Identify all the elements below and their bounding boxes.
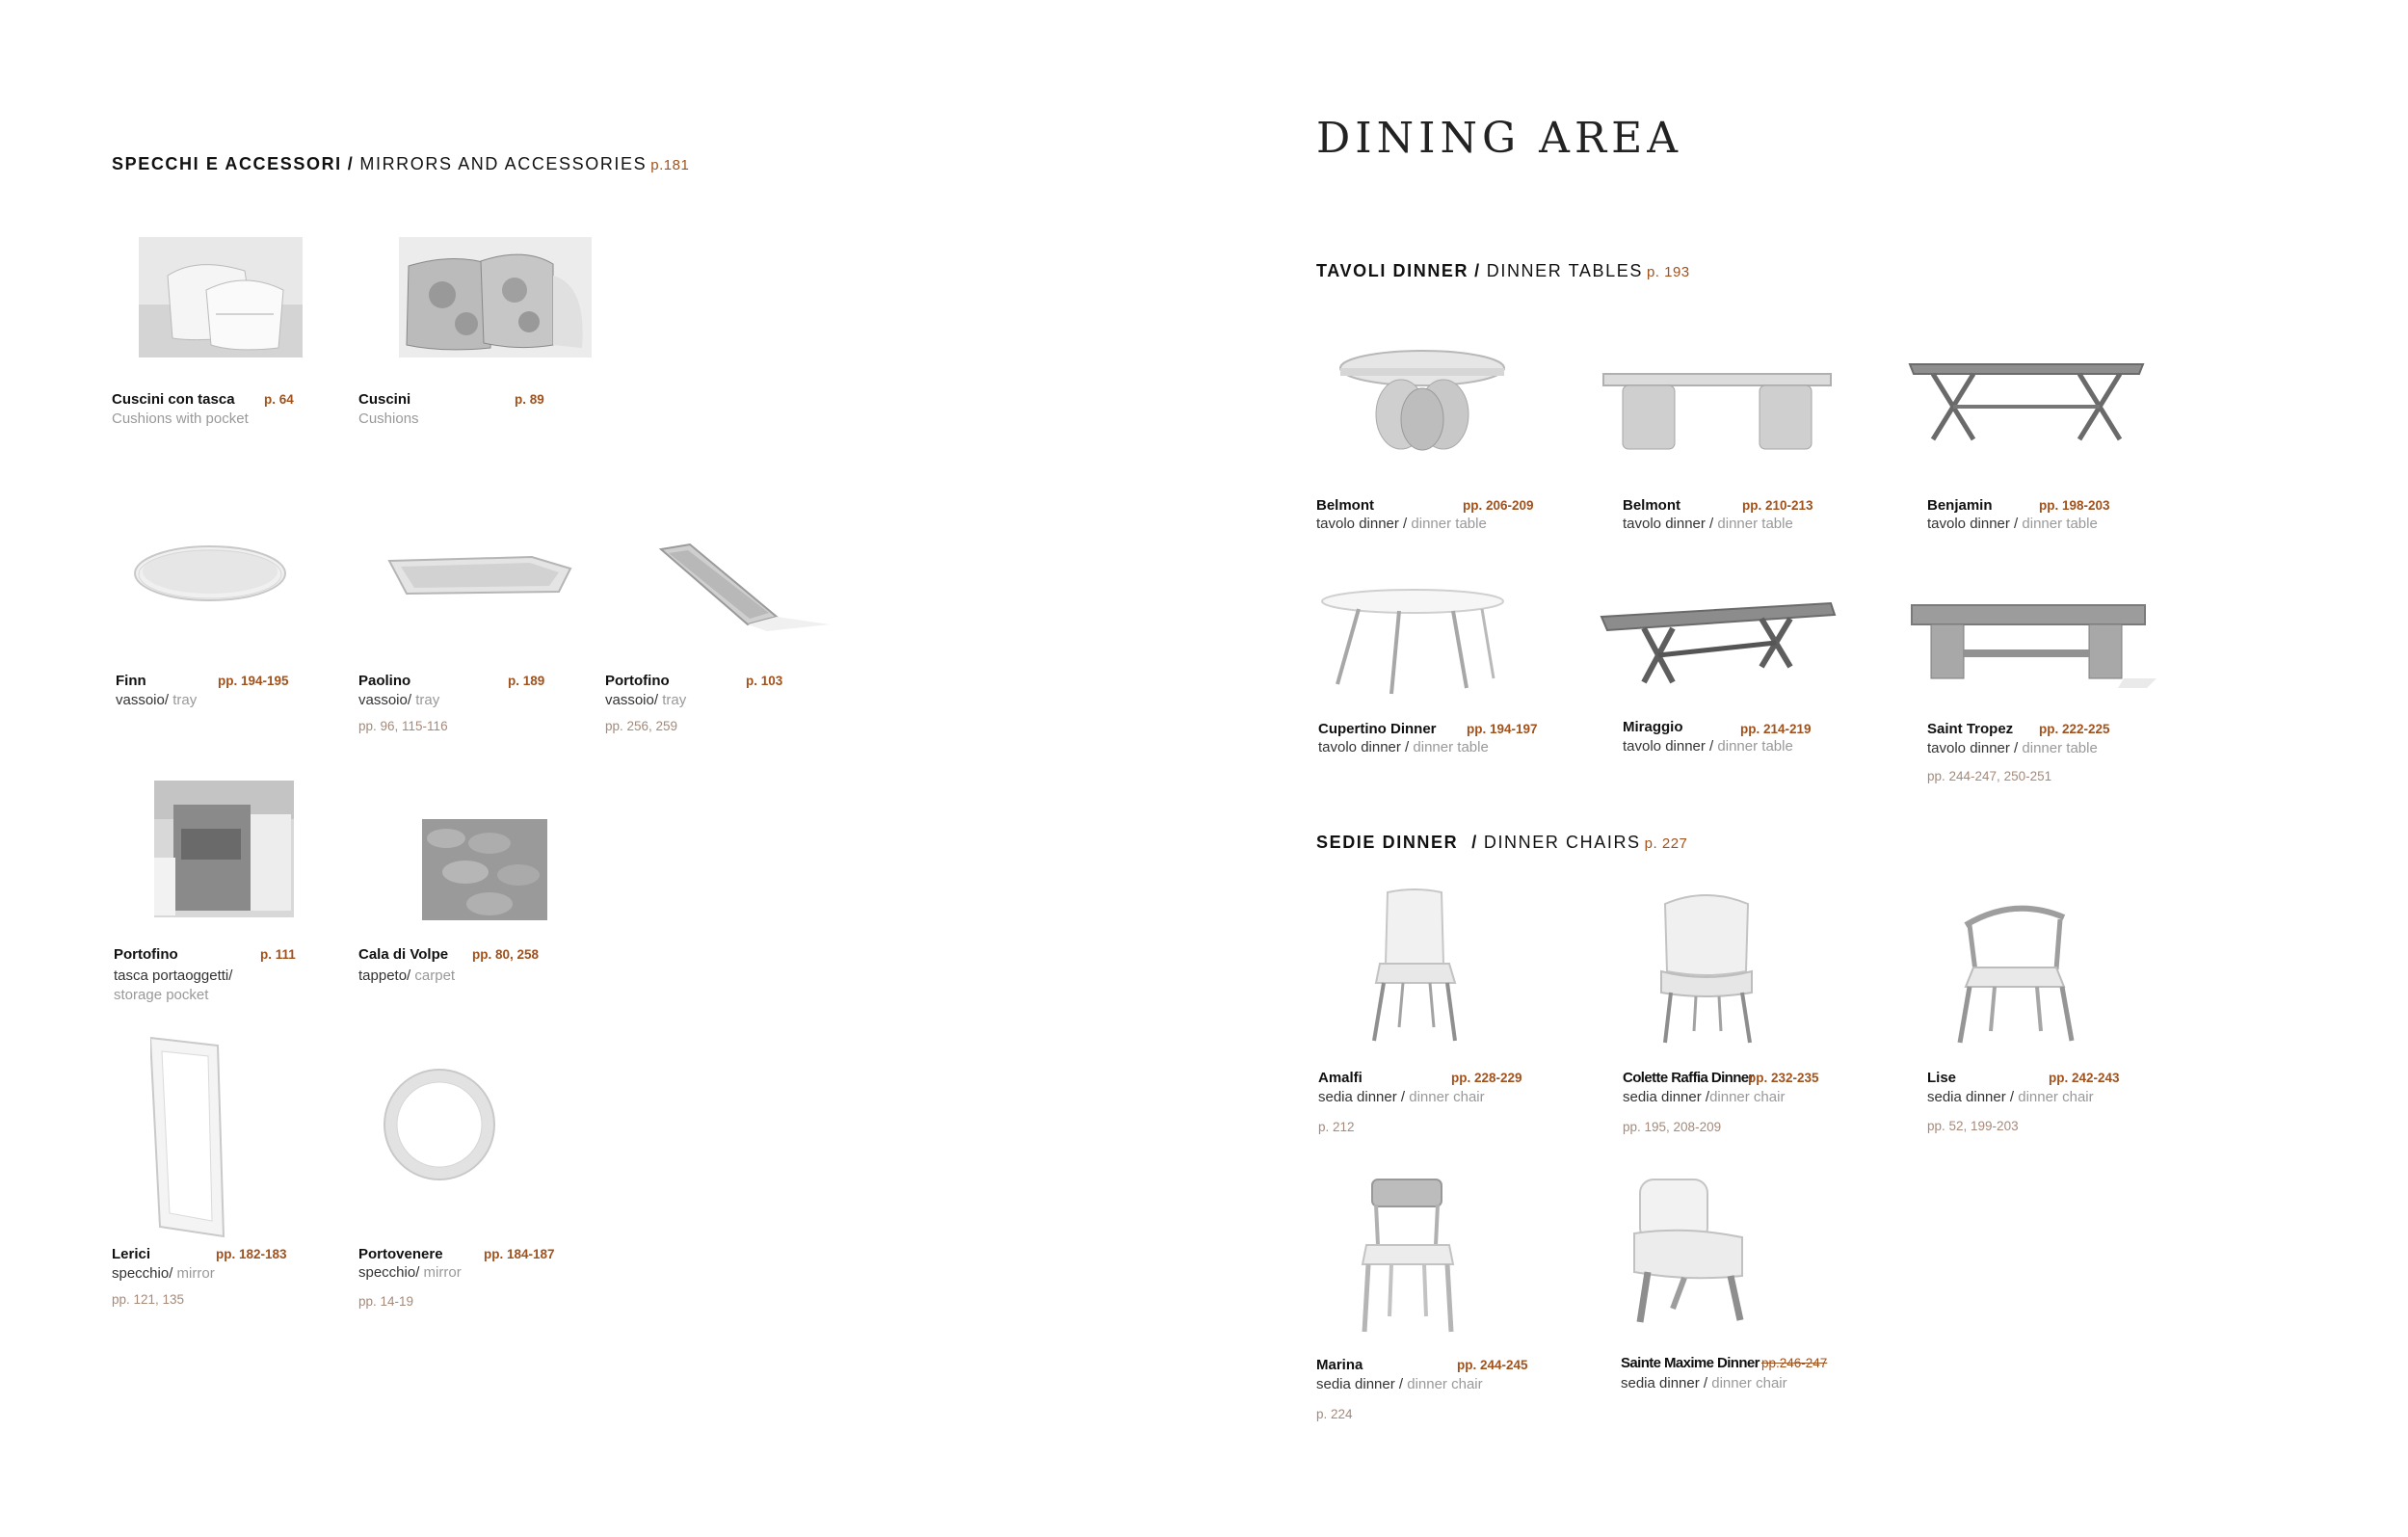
product-desc xyxy=(1927,516,2098,532)
product-desc xyxy=(358,1264,462,1281)
desc-en: dinner chair xyxy=(1409,1089,1485,1105)
product-desc: tasca portaoggetti/ xyxy=(114,967,233,984)
desc-it: vassoio/ xyxy=(605,692,659,708)
desc-en: dinner table xyxy=(2022,516,2098,532)
separator: / xyxy=(1471,833,1478,852)
desc-it: sedia dinner / xyxy=(1621,1375,1712,1391)
desc-en: dinner table xyxy=(1717,738,1793,755)
product-name: Belmont xyxy=(1623,497,1680,514)
product-desc xyxy=(1623,738,1793,755)
oval-table-image xyxy=(1318,588,1511,703)
product-name: Paolino xyxy=(358,673,411,689)
desc-en: tray xyxy=(411,692,440,708)
section-title-it: SEDIE DINNER xyxy=(1316,833,1459,852)
product-card[interactable] xyxy=(112,1036,401,1325)
product-name: Portovenere xyxy=(358,1246,443,1262)
desc-en: tray xyxy=(658,692,687,708)
desc-en: dinner chair xyxy=(1711,1375,1787,1391)
product-card[interactable] xyxy=(358,781,648,1012)
chair-sainte-maxime-image xyxy=(1628,1176,1754,1330)
product-page: p. 103 xyxy=(746,674,783,688)
desc-it: tavolo dinner / xyxy=(1927,516,2023,532)
product-desc xyxy=(116,692,197,708)
cushions-pocket-image xyxy=(139,237,312,362)
product-name: Marina xyxy=(1316,1357,1363,1373)
section-page: p. 227 xyxy=(1644,835,1688,852)
product-page: pp. 194-195 xyxy=(218,674,289,688)
product-name: Miraggio xyxy=(1623,719,1683,735)
desc-en: dinner chair xyxy=(1407,1376,1483,1392)
product-name: Lerici xyxy=(112,1246,151,1262)
product-desc xyxy=(1621,1375,1787,1391)
desc-en: dinner table xyxy=(1411,516,1487,532)
chair-amalfi-image xyxy=(1366,887,1472,1050)
product-desc xyxy=(1318,1089,1485,1105)
section-heading-chairs xyxy=(1316,833,1687,853)
product-page: pp. 222-225 xyxy=(2039,722,2110,736)
desc-en: dinner chair xyxy=(2018,1089,2094,1105)
product-name: Belmont xyxy=(1316,497,1374,514)
section-title-en: MIRRORS AND ACCESSORIES xyxy=(359,154,648,173)
product-page: pp. 242-243 xyxy=(2049,1071,2120,1085)
product-desc xyxy=(1623,516,1793,532)
product-page: p. 189 xyxy=(508,674,545,688)
product-page: pp. 198-203 xyxy=(2039,498,2110,513)
product-desc xyxy=(1316,1376,1483,1392)
chair-colette-image xyxy=(1652,890,1767,1054)
round-mirror-image xyxy=(382,1065,507,1200)
product-ref: pp. 244-247, 250-251 xyxy=(1927,769,2052,783)
product-page: pp. 182-183 xyxy=(216,1247,287,1261)
separator: / xyxy=(347,154,355,173)
product-ref: p. 224 xyxy=(1316,1407,1353,1421)
product-desc xyxy=(1316,516,1487,532)
product-page: pp. 244-245 xyxy=(1457,1358,1528,1372)
rect-table-image xyxy=(1598,368,1839,474)
product-card[interactable] xyxy=(1316,1176,1605,1426)
product-name: Cuscini xyxy=(358,391,411,408)
carpet-image xyxy=(422,819,552,925)
section-title-it: SPECCHI E ACCESSORI xyxy=(112,154,342,173)
desc-it: vassoio/ xyxy=(358,692,412,708)
product-page: p. 64 xyxy=(264,392,294,407)
product-card[interactable] xyxy=(358,237,648,439)
product-name: Portofino xyxy=(605,673,670,689)
product-name: Cupertino Dinner xyxy=(1318,721,1437,737)
desc-en: carpet xyxy=(410,967,456,984)
product-page: pp. 80, 258 xyxy=(472,947,540,962)
product-desc xyxy=(1927,740,2098,756)
product-desc: Cushions with pocket xyxy=(112,411,249,427)
product-desc xyxy=(1318,739,1489,755)
round-table-image xyxy=(1336,347,1509,453)
product-name: Cuscini con tasca xyxy=(112,391,235,408)
product-card[interactable] xyxy=(1623,347,1912,540)
section-heading-tables xyxy=(1316,261,1690,281)
section-page: p. 193 xyxy=(1646,264,1690,280)
product-name: Colette Raffia Dinner xyxy=(1623,1070,1754,1086)
long-tray-image xyxy=(651,540,873,631)
product-page: pp. 214-219 xyxy=(1740,722,1812,736)
dining-area-title: DINING AREA xyxy=(1316,114,1682,163)
product-card[interactable] xyxy=(358,540,648,742)
desc-it: specchio/ xyxy=(358,1264,420,1281)
product-desc xyxy=(358,967,455,984)
desc-en: dinner table xyxy=(2022,740,2098,756)
desc-it: tavolo dinner / xyxy=(1623,516,1718,532)
desc-en: mirror xyxy=(172,1265,215,1282)
product-ref: pp. 121, 135 xyxy=(112,1292,185,1307)
product-name: Finn xyxy=(116,673,146,689)
square-tray-image xyxy=(387,540,580,607)
product-page: pp. 210-213 xyxy=(1742,498,1813,513)
product-ref: p. 212 xyxy=(1318,1120,1355,1134)
section-title-it: TAVOLI DINNER xyxy=(1316,261,1469,280)
product-card[interactable] xyxy=(112,237,401,439)
product-card[interactable] xyxy=(1318,887,1607,1137)
desc-it: vassoio/ xyxy=(116,692,170,708)
product-ref: pp. 195, 208-209 xyxy=(1623,1120,1722,1134)
product-desc xyxy=(112,1265,215,1282)
product-name: Portofino xyxy=(114,946,178,963)
section-title-en: DINNER TABLES xyxy=(1486,261,1643,280)
product-page: pp. 228-229 xyxy=(1451,1071,1522,1085)
desc-en: mirror xyxy=(419,1264,462,1281)
desc-it: tappeto/ xyxy=(358,967,411,984)
desc-en: tray xyxy=(169,692,198,708)
desc-it: tavolo dinner / xyxy=(1927,740,2023,756)
desc-it: sedia dinner / xyxy=(1316,1376,1408,1392)
product-card[interactable] xyxy=(1927,887,2216,1137)
product-page: pp.246-247 xyxy=(1761,1356,1828,1370)
product-page: pp. 232-235 xyxy=(1748,1071,1819,1085)
desc-it: sedia dinner / xyxy=(1927,1089,2019,1105)
product-desc xyxy=(1623,1089,1785,1105)
product-name: Lise xyxy=(1927,1070,1957,1086)
product-card[interactable] xyxy=(605,540,894,742)
product-card[interactable] xyxy=(1623,887,1912,1137)
product-card[interactable] xyxy=(358,1036,648,1325)
product-card[interactable] xyxy=(1621,1176,1910,1426)
product-card[interactable] xyxy=(1316,347,1605,540)
product-name: Sainte Maxime Dinner xyxy=(1621,1355,1760,1371)
desc-en: dinner table xyxy=(1413,739,1489,755)
product-card[interactable] xyxy=(1318,576,1607,769)
product-desc: Cushions xyxy=(358,411,419,427)
product-page: p. 89 xyxy=(515,392,544,407)
product-page: pp. 206-209 xyxy=(1463,498,1534,513)
section-page: p.181 xyxy=(650,157,690,173)
product-page: pp. 184-187 xyxy=(484,1247,555,1261)
product-desc xyxy=(1927,1089,2094,1105)
desc-en: dinner table xyxy=(1717,516,1793,532)
product-page: p. 111 xyxy=(260,947,296,962)
product-card[interactable] xyxy=(1927,576,2216,798)
product-page: pp. 194-197 xyxy=(1467,722,1538,736)
slab-table-image xyxy=(1906,599,2157,705)
rect-mirror-image xyxy=(150,1036,237,1238)
desc-it: tavolo dinner / xyxy=(1318,739,1414,755)
product-ref: pp. 96, 115-116 xyxy=(358,719,448,733)
product-ref: pp. 14-19 xyxy=(358,1294,414,1309)
section-heading-mirrors xyxy=(112,154,689,174)
desc-it: sedia dinner / xyxy=(1623,1089,1710,1105)
x-leg-table-image xyxy=(1906,360,2157,466)
round-tray-image xyxy=(133,540,297,607)
cushions-image xyxy=(399,237,596,362)
desc-it: tavolo dinner / xyxy=(1623,738,1718,755)
product-desc xyxy=(358,692,439,708)
section-title-en: DINNER CHAIRS xyxy=(1483,833,1641,852)
product-ref: pp. 256, 259 xyxy=(605,719,678,733)
chair-lise-image xyxy=(1956,896,2091,1060)
product-card[interactable] xyxy=(1623,576,1912,769)
product-name: Benjamin xyxy=(1927,497,1993,514)
product-card[interactable] xyxy=(1927,347,2216,540)
product-desc-en: storage pocket xyxy=(114,987,209,1003)
cross-leg-table-image xyxy=(1598,599,1848,696)
product-name: Amalfi xyxy=(1318,1070,1363,1086)
chair-marina-image xyxy=(1357,1176,1463,1339)
desc-it: sedia dinner / xyxy=(1318,1089,1410,1105)
product-desc xyxy=(605,692,686,708)
desc-en: dinner chair xyxy=(1709,1089,1786,1105)
product-name: Cala di Volpe xyxy=(358,946,449,963)
product-ref: pp. 52, 199-203 xyxy=(1927,1119,2019,1133)
separator: / xyxy=(1474,261,1481,280)
desc-it: tavolo dinner / xyxy=(1316,516,1412,532)
product-name: Saint Tropez xyxy=(1927,721,2014,737)
desc-it: specchio/ xyxy=(112,1265,173,1282)
storage-pocket-image xyxy=(154,781,299,920)
